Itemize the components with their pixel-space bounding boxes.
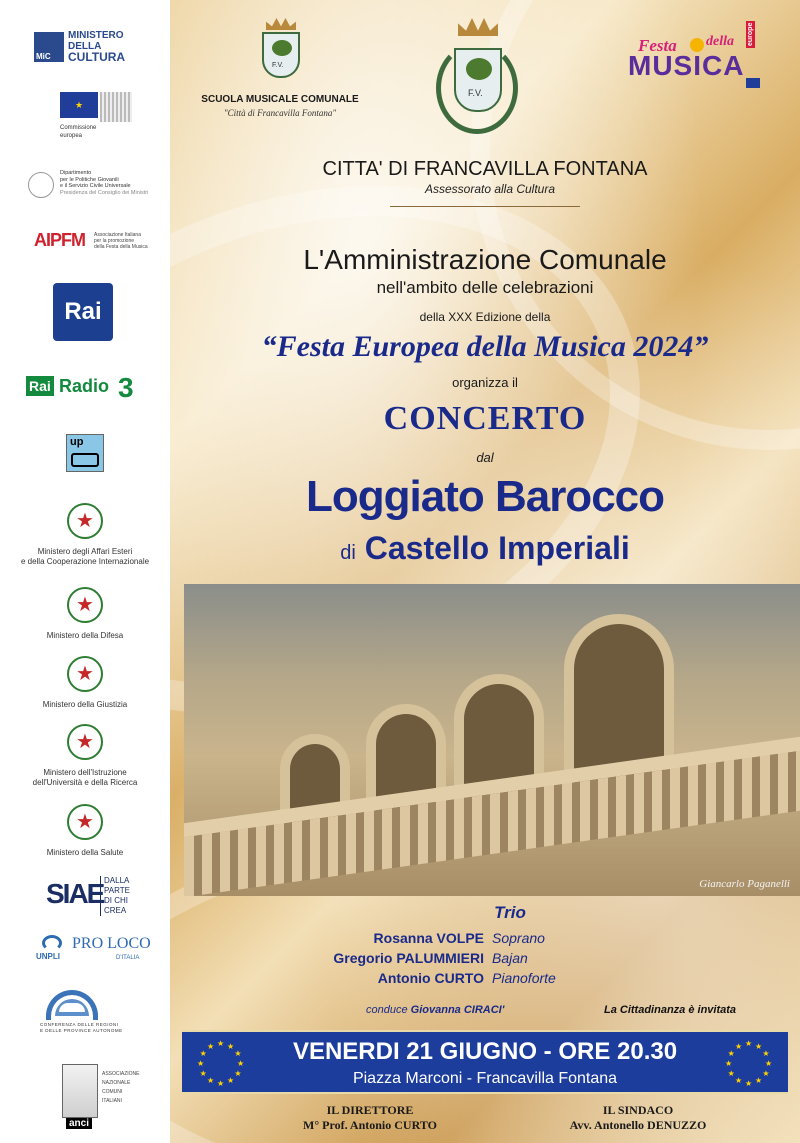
- eu-star-icon: ★: [745, 1079, 753, 1088]
- conduce-line: [366, 1004, 504, 1016]
- tree-icon: [466, 58, 492, 80]
- festa-logo-tag: europe: [747, 22, 754, 46]
- performer-role: Soprano: [492, 930, 545, 946]
- ministry-esteri-l2: e della Cooperazione Internazionale: [20, 557, 150, 566]
- crown-icon: [458, 18, 498, 36]
- festa-logo-w1: Festa: [638, 36, 677, 55]
- photo-credit: Giancarlo Paganelli: [699, 878, 790, 890]
- anci-logo: [58, 1064, 168, 1134]
- school-subtitle: "Città di Francavilla Fontana": [223, 108, 337, 118]
- conferenza-arch-icon: [46, 990, 98, 1020]
- dip-line3: e il Servizio Civile Universale: [60, 183, 131, 189]
- eu-star-icon: ★: [234, 1049, 242, 1058]
- ministry-salute-l1: Ministero della Salute: [46, 848, 124, 857]
- up-logo: [66, 434, 104, 472]
- ministry-difesa-l1: Ministero della Difesa: [46, 631, 124, 640]
- eu-star-icon: ★: [762, 1049, 770, 1058]
- eu-star-icon: ★: [735, 1076, 743, 1086]
- aipfm-desc2: per la promozione: [94, 238, 135, 244]
- sponsor-sidebar: [0, 0, 170, 1143]
- proloco-sub: D'ITALIA: [116, 955, 140, 961]
- school-crest-letters: F.V.: [272, 62, 284, 69]
- unpli-label: UNPLI: [36, 952, 60, 961]
- eu-flag-icon: ★: [60, 92, 98, 118]
- eu-star-icon: ★: [765, 1059, 773, 1068]
- admin-heading: L'Amministrazione Comunale: [303, 244, 667, 275]
- event-datetime: VENERDI 21 GIUGNO - ORE 20.30: [292, 1038, 678, 1065]
- event-banner: [182, 1030, 788, 1094]
- ministry-esteri-l1: Ministero degli Affari Esteri: [37, 547, 133, 556]
- dip-line4: Presidenza del Consiglio dei Ministri: [60, 189, 149, 196]
- eu-star-icon: ★: [227, 1076, 235, 1086]
- eu-flag-icon: [746, 78, 760, 88]
- aipfm-logo: [34, 230, 164, 256]
- dal-line: dal: [476, 450, 494, 465]
- performer-row: [170, 970, 800, 988]
- festa-logo-w2: della: [706, 34, 734, 49]
- anci-l3: COMUNI: [102, 1089, 123, 1095]
- direttore-name: M° Prof. Antonio CURTO: [303, 1118, 437, 1132]
- aipfm-desc3: della Festa della Musica: [94, 244, 148, 250]
- republic-emblem-icon: [67, 587, 103, 623]
- rai-radio3-logo: [26, 372, 146, 404]
- city-crest-letters: F.V.: [468, 88, 483, 98]
- conferenza-l1: CONFERENZA DELLE REGIONI: [40, 1022, 119, 1027]
- ministry-salute: [0, 804, 170, 858]
- divider: [390, 206, 580, 207]
- dip-line2: per le Politiche Giovanili: [60, 176, 119, 183]
- mic-line3: CULTURA: [68, 50, 126, 64]
- republic-emblem-icon: [67, 503, 103, 539]
- siae-t3: DI CHI: [104, 896, 128, 905]
- proloco-logo: [72, 935, 162, 965]
- siae-t2: PARTE: [104, 886, 130, 895]
- eu-star-icon: ★: [199, 1049, 207, 1058]
- direttore-title: IL DIRETTORE: [326, 1103, 414, 1117]
- eu-star-icon: ★: [755, 1076, 763, 1086]
- performer-role: Pianoforte: [492, 970, 556, 986]
- eu-star-icon: ★: [237, 1059, 245, 1068]
- siae-t4: CREA: [104, 906, 127, 915]
- eu-star-icon: ★: [762, 1069, 770, 1078]
- eu-star-icon: ★: [755, 1041, 763, 1051]
- eu-star-icon: ★: [234, 1069, 242, 1078]
- anci-l4: ITALIANI: [102, 1098, 122, 1104]
- mic-line2: DELLA: [68, 41, 102, 52]
- siae-t1: DALLA: [104, 876, 130, 885]
- performer-role: Bajan: [492, 950, 528, 966]
- rai-radio3-radio: Radio: [59, 376, 110, 396]
- republic-emblem-icon: [67, 656, 103, 692]
- conferenza-l2: E DELLE PROVINCE AUTONOME: [40, 1028, 123, 1033]
- eu-star-icon: ★: [735, 1041, 743, 1051]
- eu-star-icon: ★: [727, 1069, 735, 1078]
- conduce-label: conduce: [366, 1004, 408, 1016]
- conferenza-logo: [40, 988, 140, 1038]
- eu-star-icon: ★: [727, 1049, 735, 1058]
- mic-logo: [34, 30, 144, 66]
- castello-di: di: [340, 542, 356, 564]
- ministry-istruzione: [0, 724, 170, 788]
- festa-musica-logo: [628, 22, 778, 94]
- ministry-giustizia-l1: Ministero della Giustizia: [42, 700, 128, 709]
- siae-logo: [46, 874, 136, 918]
- anci-l2: NAZIONALE: [102, 1080, 131, 1086]
- assessorato: Assessorato alla Cultura: [424, 182, 556, 196]
- festa-logo-w3: MUSICA: [628, 50, 745, 81]
- castello-line: [170, 530, 800, 567]
- city-crest: [432, 18, 522, 138]
- eu-star-icon: ★: [197, 1059, 205, 1068]
- eu-star-icon: ★: [745, 1039, 753, 1048]
- anci-tower-icon: [62, 1064, 98, 1118]
- festa-title: “Festa Europea della Musica 2024”: [261, 330, 709, 363]
- dip-line1: Dipartimento: [60, 170, 92, 176]
- ministry-giustizia: [0, 656, 170, 710]
- sindaco-name: Avv. Antonello DENUZZO: [569, 1118, 707, 1132]
- tree-icon: [272, 40, 292, 56]
- rai-radio3-num: 3: [118, 372, 134, 403]
- republic-emblem-icon: [28, 172, 54, 198]
- eu-star-icon: ★: [199, 1069, 207, 1078]
- rai-logo: Rai: [53, 283, 113, 341]
- aipfm-desc1: Associazione Italiana: [94, 232, 141, 238]
- castello-name: Castello Imperiali: [364, 530, 630, 566]
- commissione-line1: Commissione: [60, 125, 97, 131]
- school-crest: [258, 18, 304, 82]
- aipfm-name: AIPFM: [34, 230, 85, 250]
- building-icon: [100, 92, 132, 122]
- eu-star-icon: ★: [207, 1076, 215, 1086]
- conduce-name: Giovanna CIRACI': [410, 1004, 505, 1016]
- commissione-logo: [38, 88, 138, 148]
- eu-star-icon: ★: [207, 1041, 215, 1051]
- commissione-line2: europea: [60, 133, 83, 139]
- rai-radio3-rai: Rai: [26, 376, 54, 396]
- eu-star-icon: ★: [227, 1041, 235, 1051]
- city-title: CITTA' DI FRANCAVILLA FONTANA: [322, 158, 648, 180]
- up-label: up: [70, 436, 84, 448]
- eu-star-icon: ★: [725, 1059, 733, 1068]
- republic-emblem-icon: [67, 724, 103, 760]
- invite-line: La Cittadinanza è invitata: [604, 1004, 737, 1016]
- republic-emblem-icon: [67, 804, 103, 840]
- siae-name: SIAE: [46, 878, 104, 909]
- shield-icon: [262, 32, 300, 78]
- ministry-istruzione-l2: dell'Università e della Ricerca: [32, 778, 138, 787]
- event-place: Piazza Marconi - Francavilla Fontana: [352, 1070, 618, 1087]
- anci-name: anci: [66, 1118, 92, 1129]
- performer-name: Gregorio PALUMMIERI: [333, 950, 484, 966]
- dipartimento-logo: [28, 170, 168, 204]
- ministry-istruzione-l1: Ministero dell'Istruzione: [43, 768, 127, 777]
- loggiato-photo: [184, 584, 800, 896]
- mic-line1: MINISTERO: [68, 30, 124, 41]
- mic-icon: MiC: [34, 32, 64, 62]
- performer-name: Rosanna VOLPE: [373, 930, 484, 946]
- concerto-title: CONCERTO: [383, 400, 587, 437]
- eu-star-icon: ★: [217, 1039, 225, 1048]
- unpli-icon: [42, 935, 62, 951]
- ambito-line: nell'ambito delle celebrazioni: [376, 278, 594, 297]
- poster: [170, 0, 800, 1143]
- performer-row: [170, 950, 800, 968]
- proloco-name: PRO LOCO: [72, 935, 151, 952]
- loggiato-title: Loggiato Barocco: [305, 472, 665, 521]
- ministry-difesa: [0, 587, 170, 641]
- unpli-logo: [36, 935, 70, 965]
- ministry-esteri: [0, 503, 170, 567]
- trio-label: Trio: [494, 903, 526, 922]
- school-name: SCUOLA MUSICALE COMUNALE: [201, 94, 359, 105]
- performer-name: Antonio CURTO: [377, 970, 484, 986]
- organizza-line: organizza il: [452, 375, 518, 390]
- shield-icon: [454, 48, 502, 112]
- anci-l1: ASSOCIAZIONE: [102, 1071, 140, 1077]
- sindaco-title: IL SINDACO: [602, 1103, 674, 1117]
- edizione-line: della XXX Edizione della: [419, 310, 551, 324]
- crown-icon: [266, 18, 296, 30]
- performer-row: [170, 930, 800, 948]
- eu-star-icon: ★: [217, 1079, 225, 1088]
